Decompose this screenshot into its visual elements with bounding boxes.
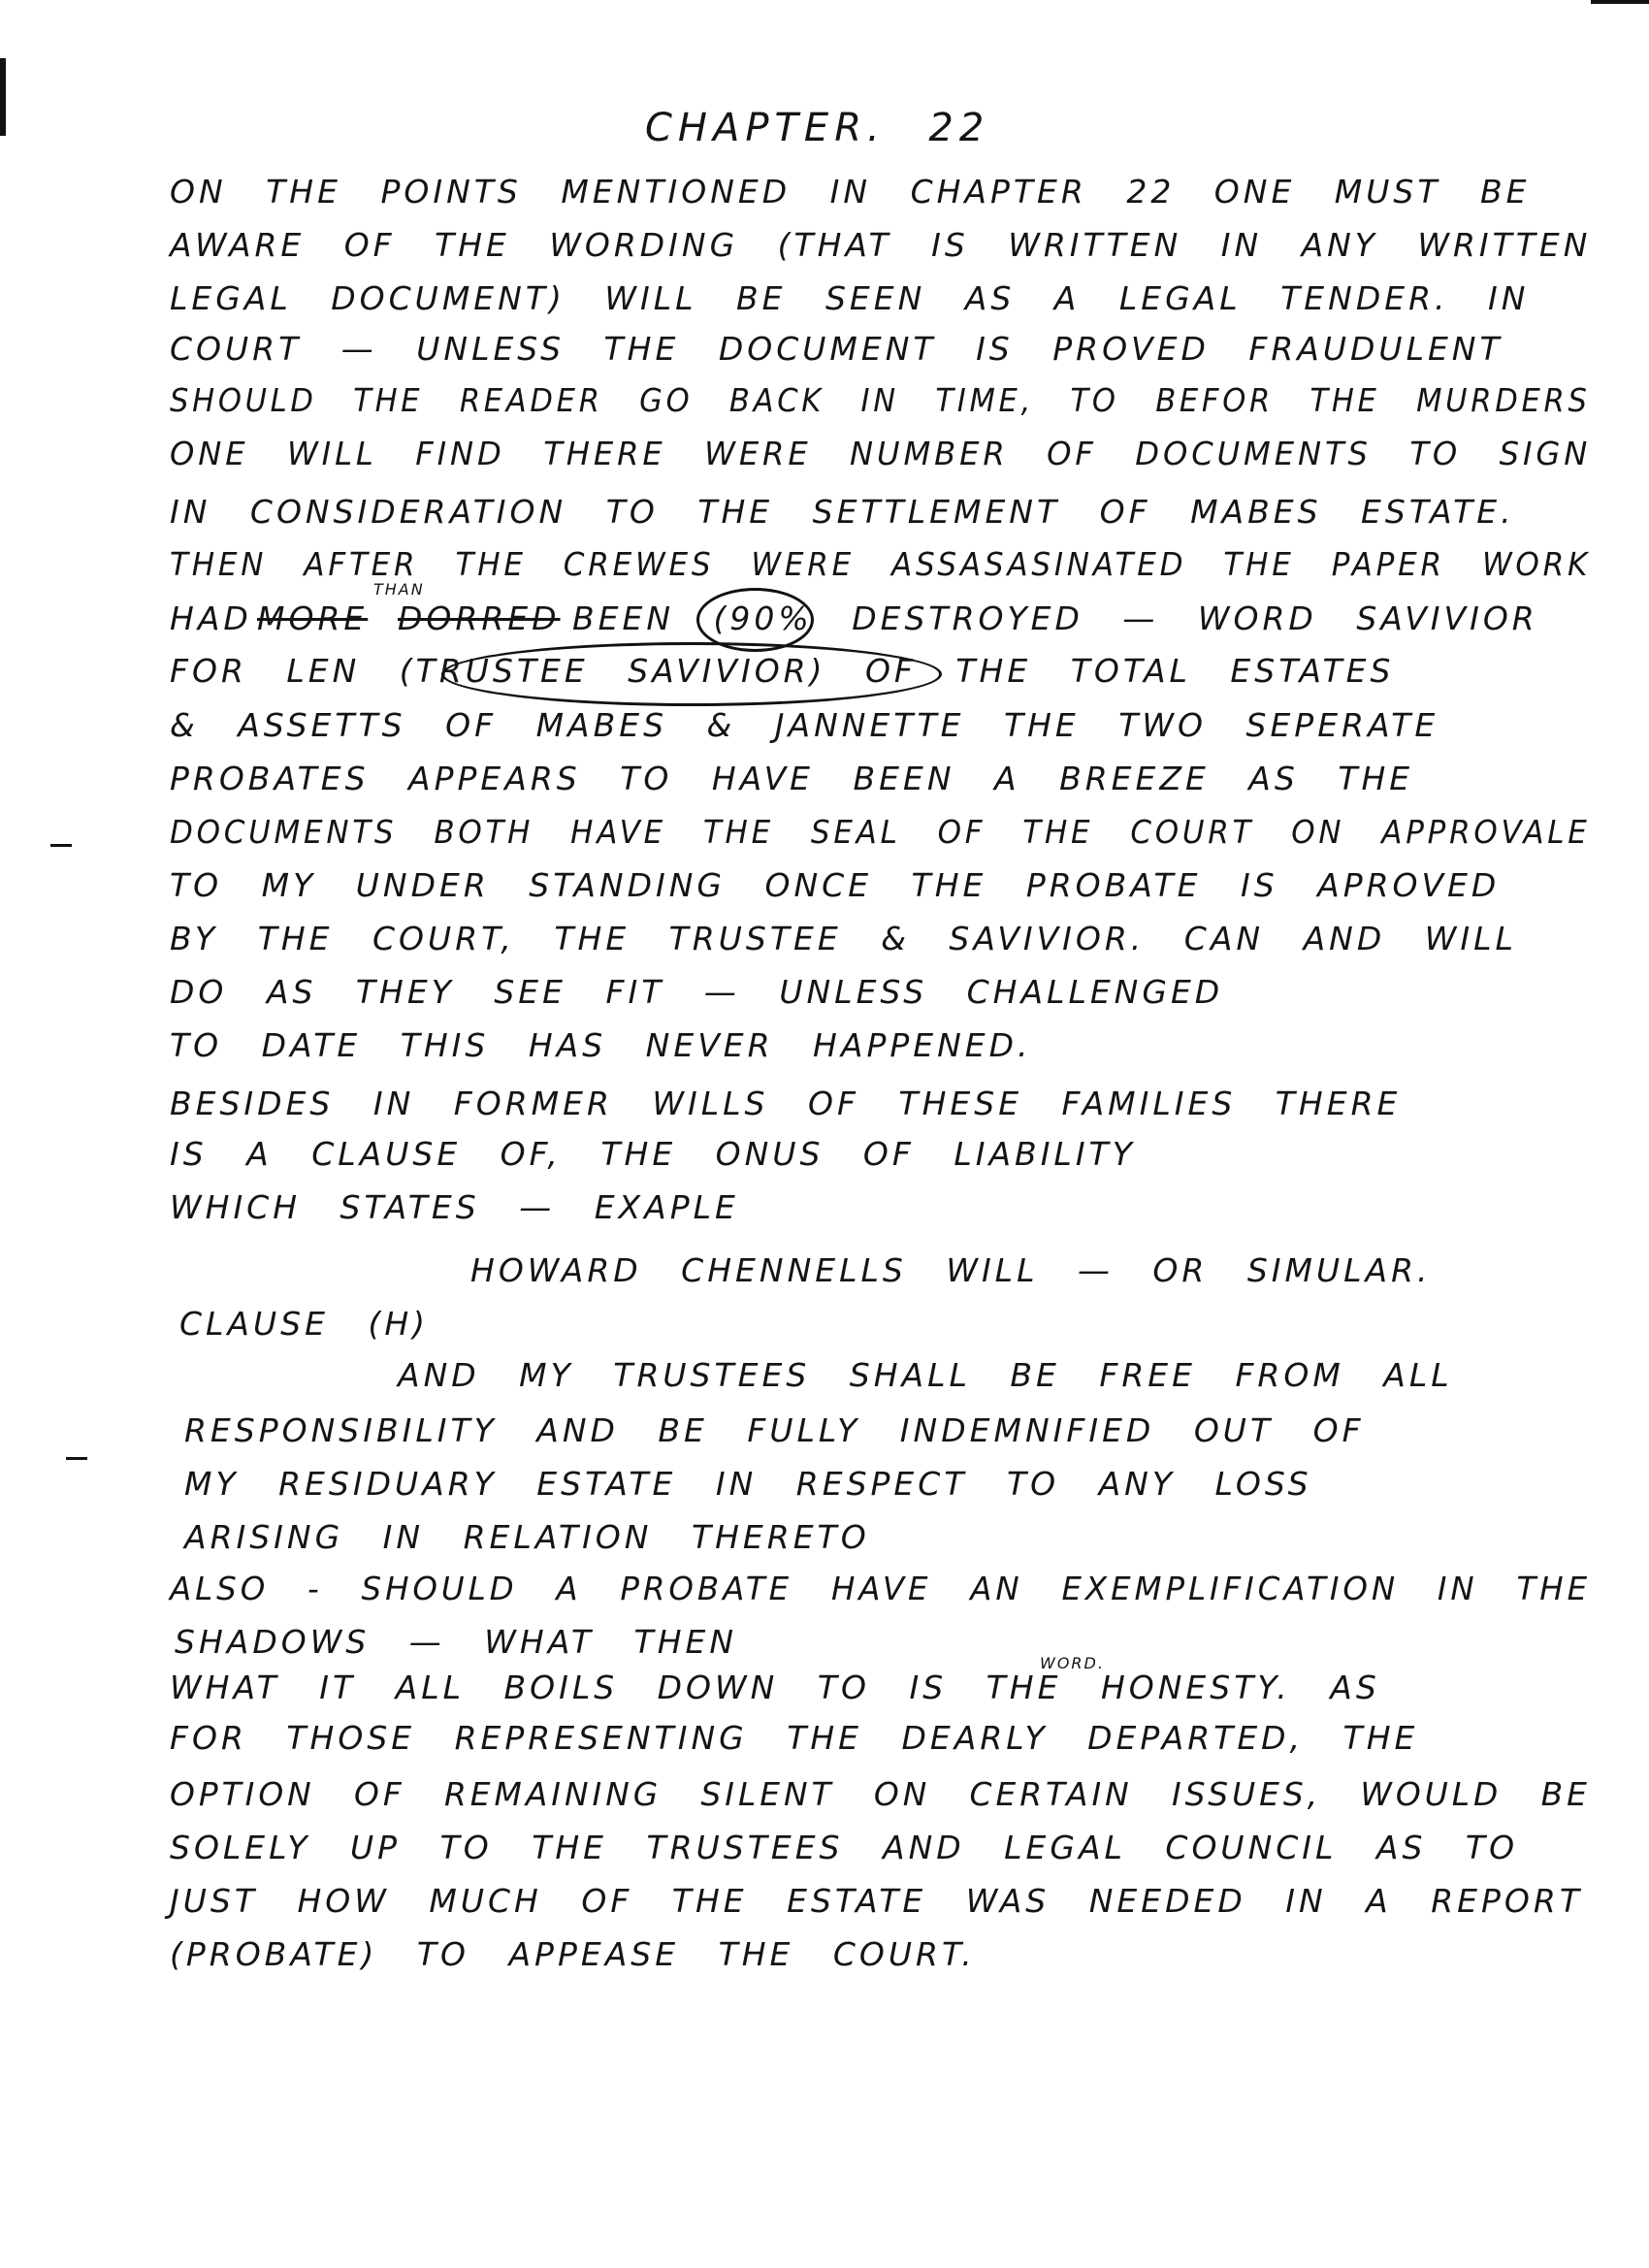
chapter-title: CHAPTER. 22 — [645, 106, 990, 150]
text-line-1: ON THE POINTS MENTIONED IN CHAPTER 22 ONE MUST BE — [170, 173, 1531, 211]
text-line-21: HOWARD CHENNELLS WILL — OR SIMULAR. — [470, 1251, 1432, 1289]
text-line-12: PROBATES APPEARS TO HAVE BEEN A BREEZE AS THE — [170, 760, 1414, 797]
text-line-18: BESIDES IN FORMER WILLS OF THESE FAMILIES THERE — [170, 1085, 1402, 1122]
text-line-3: LEGAL DOCUMENT) WILL BE SEEN AS A LEGAL TENDER. IN — [170, 279, 1530, 317]
text-line-15: BY THE COURT, THE TRUSTEE & SAVIVIOR. CAN AND WILL — [170, 920, 1517, 957]
text-line-17: TO DATE THIS HAS NEVER HAPPENED. — [170, 1026, 1032, 1064]
text-line-24: RESPONSIBILITY AND BE FULLY INDEMNIFIED OUT OF — [184, 1411, 1365, 1449]
inserted-word: THAN — [373, 580, 425, 599]
text-line-5: SHOULD THE READER GO BACK IN TIME, TO BEFOR THE MURDERS — [170, 381, 1591, 419]
text-line-28: SHADOWS — WHAT THEN — [175, 1623, 738, 1661]
text-line-20: WHICH STATES — EXAPLE — [170, 1188, 739, 1226]
text-line-7: IN CONSIDERATION TO THE SETTLEMENT OF MABES ESTATE. — [170, 493, 1515, 531]
struck-word-2: DORRED — [398, 599, 561, 637]
trustee-circle — [441, 642, 942, 706]
text-line-8: THEN AFTER THE CREWES WERE ASSASASINATED THE PAPER WORK — [170, 545, 1592, 583]
text-line-30: FOR THOSE REPRESENTING THE DEARLY DEPARTED, THE — [170, 1719, 1419, 1757]
margin-tick-1 — [50, 844, 72, 847]
top-right-edge-mark — [1591, 0, 1649, 4]
text-line-26: ARISING IN RELATION THERETO — [184, 1518, 870, 1556]
text-line-29: WHAT IT ALL BOILS DOWN TO IS THE HONESTY. AS — [170, 1669, 1380, 1706]
text-line-27: ALSO - SHOULD A PROBATE HAVE AN EXEMPLIFICATION IN THE — [170, 1570, 1592, 1607]
text-line-4: COURT — UNLESS THE DOCUMENT IS PROVED FRAUDULENT — [170, 330, 1504, 368]
text-line-9-had: HAD — [170, 599, 252, 637]
text-line-34: (PROBATE) TO APPEASE THE COURT. — [170, 1935, 976, 1973]
text-line-19: IS A CLAUSE OF, THE ONUS OF LIABILITY — [170, 1135, 1136, 1173]
left-edge-mark — [0, 58, 6, 136]
text-line-13: DOCUMENTS BOTH HAVE THE SEAL OF THE COURT ON APPROVALE — [170, 813, 1591, 851]
text-line-23: AND MY TRUSTEES SHALL BE FREE FROM ALL — [398, 1356, 1453, 1394]
text-line-2: AWARE OF THE WORDING (THAT IS WRITTEN IN ANY WRITTEN — [170, 226, 1592, 264]
margin-tick-2 — [66, 1457, 87, 1460]
struck-word: MORE — [257, 599, 369, 637]
inserted-word-2: WORD. — [1040, 1654, 1105, 1672]
text-line-25: MY RESIDUARY ESTATE IN RESPECT TO ANY LOSS — [184, 1465, 1312, 1503]
text-line-11: & ASSETTS OF MABES & JANNETTE THE TWO SEPERATE — [170, 706, 1439, 744]
text-line-32: SOLELY UP TO THE TRUSTEES AND LEGAL COUNCIL AS TO — [170, 1829, 1519, 1866]
text-line-10: FOR LEN (TRUSTEE SAVIVIOR) OF THE TOTAL ESTATES — [170, 652, 1395, 690]
text-line-33: JUST HOW MUCH OF THE ESTATE WAS NEEDED IN A REPORT — [170, 1882, 1583, 1920]
text-line-14: TO MY UNDER STANDING ONCE THE PROBATE IS APROVED — [170, 866, 1501, 904]
text-line-6: ONE WILL FIND THERE WERE NUMBER OF DOCUMENTS TO SIGN — [170, 435, 1592, 472]
text-line-16: DO AS THEY SEE FIT — UNLESS CHALLENGED — [170, 973, 1224, 1011]
text-line-22: CLAUSE (H) — [179, 1305, 430, 1343]
text-line-9: BEEN (90% DESTROYED — WORD SAVIVIOR — [572, 599, 1538, 637]
text-line-31: OPTION OF REMAINING SILENT ON CERTAIN ISSUES, WOULD BE — [170, 1775, 1591, 1813]
